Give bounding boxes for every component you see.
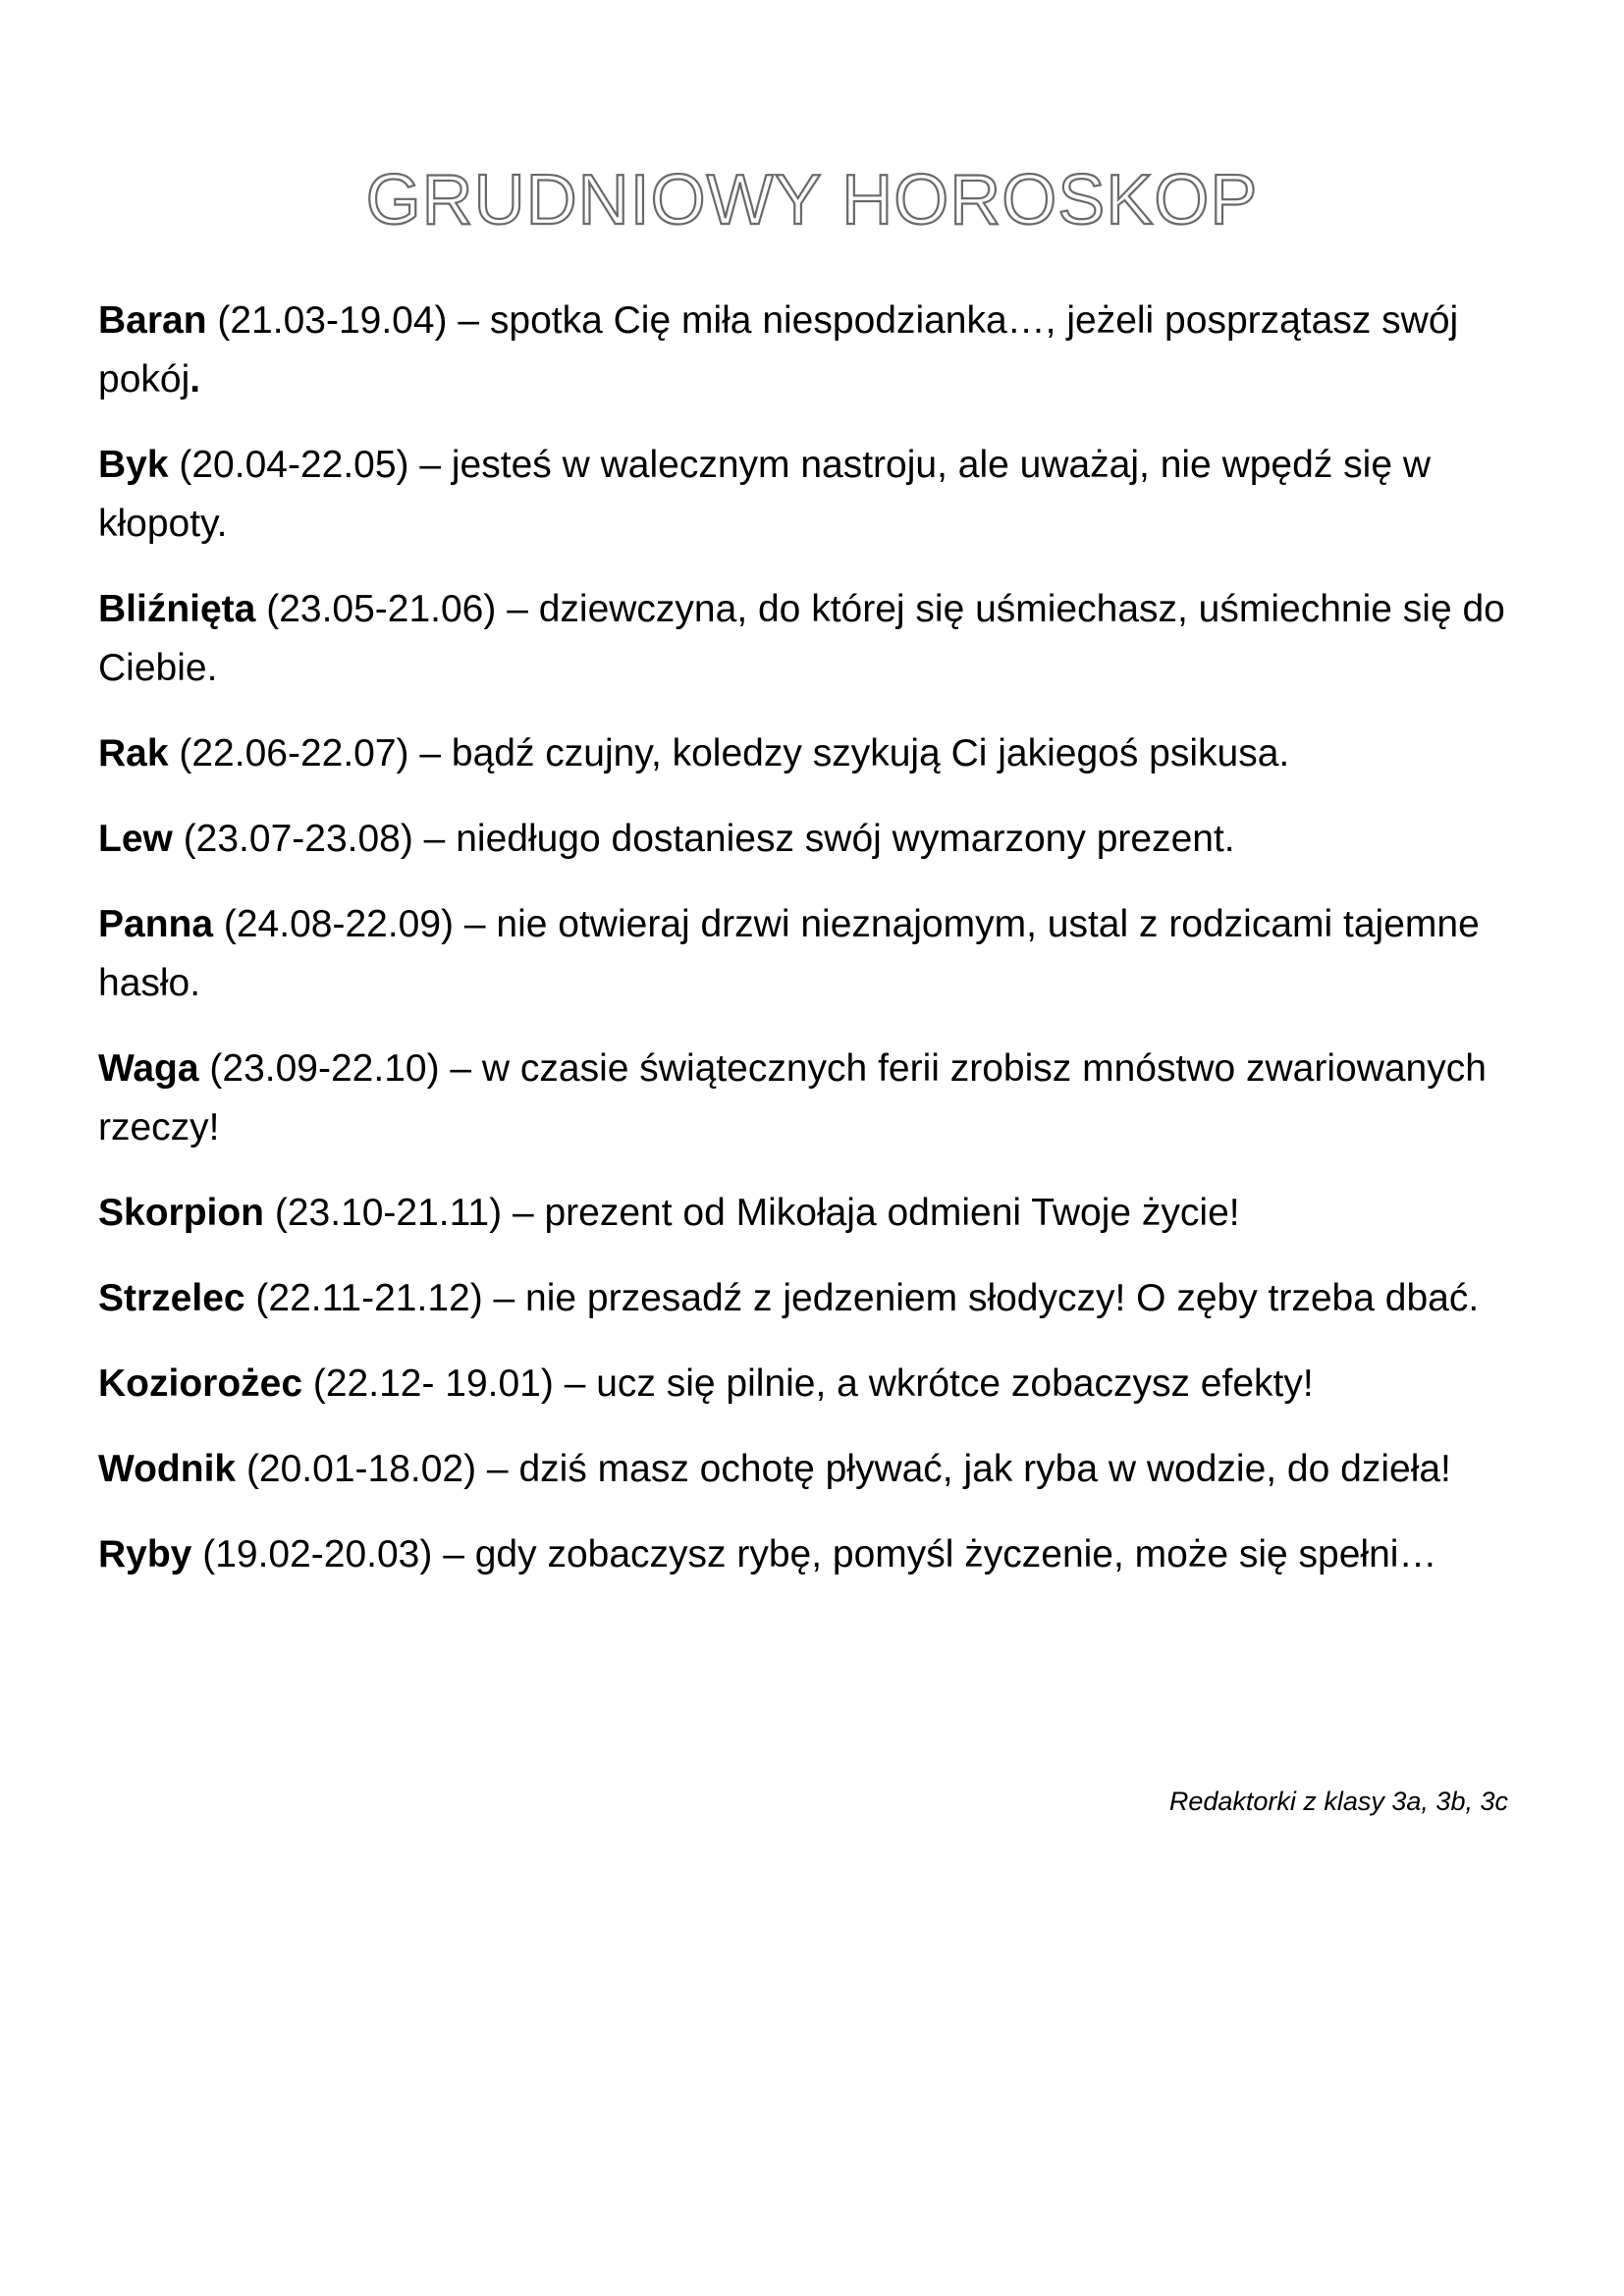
horoscope-entry-lew bbox=[98, 810, 1512, 869]
horoscope-text: (22.12- 19.01) – ucz się pilnie, a wkrótce zobaczysz efekty! bbox=[302, 1362, 1314, 1405]
horoscope-text: (22.06-22.07) – bądź czujny, koledzy szykują Ci jakiegoś psikusa. bbox=[168, 732, 1290, 774]
sign-name: Ryby bbox=[98, 1533, 192, 1575]
horoscope-entry-byk bbox=[98, 436, 1512, 554]
horoscope-entry-waga bbox=[98, 1040, 1512, 1157]
horoscope-text: (24.08-22.09) – nie otwieraj drzwi nieznajomym, ustal z rodzicami tajemne hasło. bbox=[98, 903, 1480, 1004]
horoscope-entry-baran bbox=[98, 292, 1512, 409]
horoscope-text: (23.05-21.06) – dziewczyna, do której się uśmiechasz, uśmiechnie się do Ciebie. bbox=[98, 588, 1505, 689]
sign-name: Strzelec bbox=[98, 1277, 245, 1319]
horoscope-text: (22.11-21.12) – nie przesadź z jedzeniem słodyczy! O zęby trzeba dbać. bbox=[244, 1277, 1480, 1319]
horoscope-entry-rak bbox=[98, 724, 1512, 783]
horoscope-entry-strzelec bbox=[98, 1269, 1512, 1328]
sign-name: Wodnik bbox=[98, 1448, 237, 1490]
sign-name: Rak bbox=[98, 732, 169, 774]
sign-name: Waga bbox=[98, 1047, 199, 1090]
horoscope-text: (23.10-21.11) – prezent od Mikołaja odmieni Twoje życie! bbox=[264, 1192, 1240, 1234]
sign-name: Skorpion bbox=[98, 1192, 265, 1234]
horoscope-end: . bbox=[189, 358, 201, 400]
horoscope-text: (23.09-22.10) – w czasie świątecznych ferii zrobisz mnóstwo zwariowanych rzeczy! bbox=[98, 1047, 1487, 1148]
sign-name: Koziorożec bbox=[98, 1362, 303, 1405]
sign-name: Lew bbox=[98, 818, 173, 860]
sign-name: Panna bbox=[98, 903, 214, 945]
horoscope-entry-skorpion bbox=[98, 1184, 1512, 1243]
horoscope-entry-wodnik bbox=[98, 1440, 1512, 1499]
horoscope-text: (20.01-18.02) – dziś masz ochotę pływać, jak ryba w wodzie, do dzieła! bbox=[236, 1448, 1451, 1490]
horoscope-text: (19.02-20.03) – gdy zobaczysz rybę, pomyśl życzenie, może się spełni… bbox=[191, 1533, 1437, 1575]
sign-name: Bliźnięta bbox=[98, 588, 256, 630]
page-title: GRUDNIOWY HOROSKOP bbox=[365, 161, 1259, 240]
editors-signature: Redaktorki z klasy 3a, 3b, 3c bbox=[1168, 1787, 1508, 1816]
horoscope-entry-blizneta bbox=[98, 580, 1512, 698]
horoscope-entry-koziorozec bbox=[98, 1355, 1512, 1414]
horoscope-entry-panna bbox=[98, 895, 1512, 1013]
horoscope-text: (23.07-23.08) – niedługo dostaniesz swój wymarzony prezent. bbox=[172, 818, 1235, 860]
horoscope-list bbox=[98, 292, 1512, 1611]
sign-name: Baran bbox=[98, 299, 207, 342]
horoscope-entry-ryby bbox=[98, 1525, 1512, 1584]
horoscope-text: (20.04-22.05) – jesteś w walecznym nastroju, ale uważaj, nie wpędź się w kłopoty. bbox=[98, 444, 1432, 545]
horoscope-text: (21.03-19.04) – spotka Cię miła niespodzianka…, jeżeli posprzątasz swój pokój bbox=[98, 299, 1459, 400]
sign-name: Byk bbox=[98, 444, 169, 486]
